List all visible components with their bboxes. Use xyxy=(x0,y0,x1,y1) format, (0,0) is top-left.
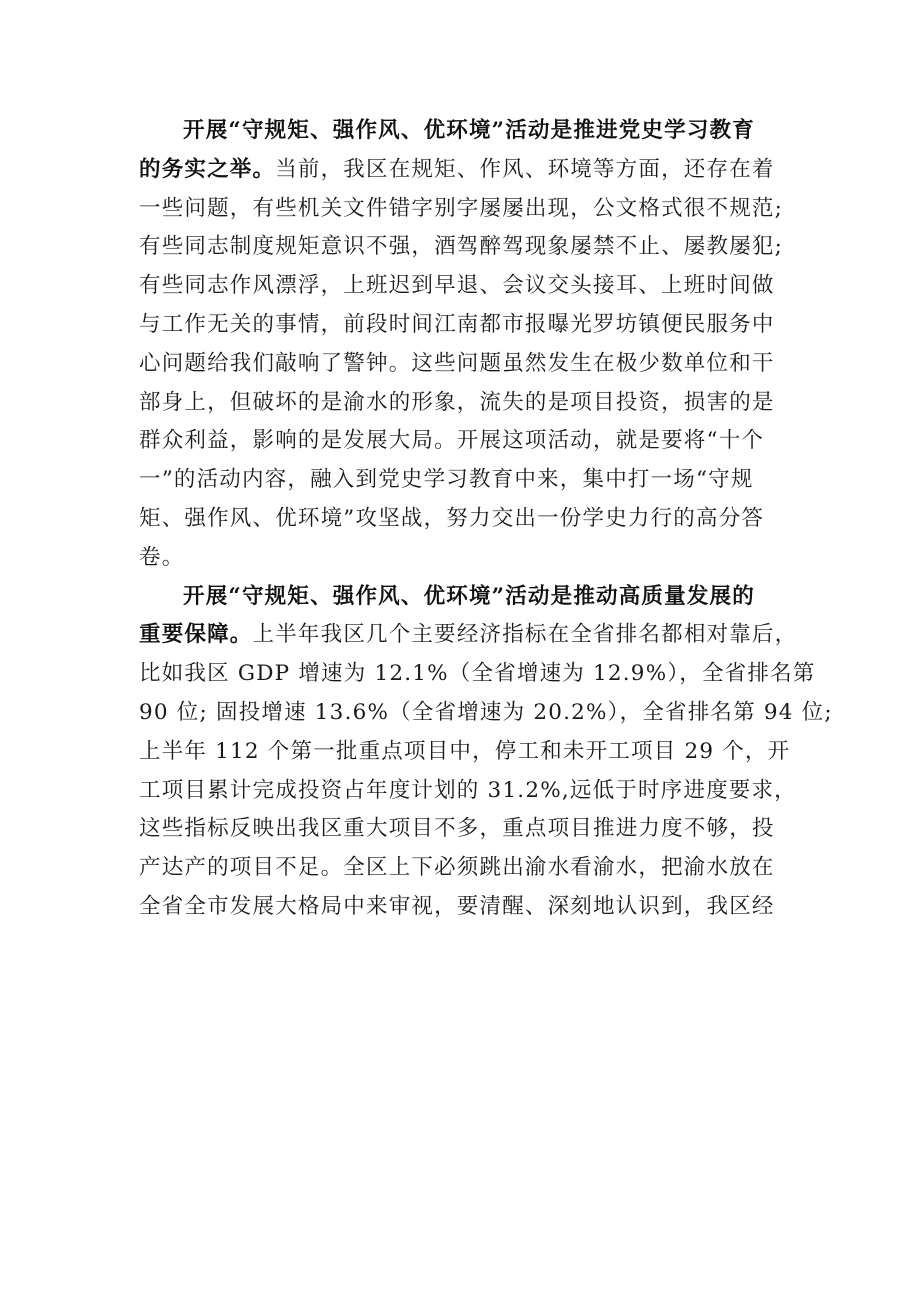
paragraph-line: 卷。 xyxy=(139,544,185,570)
document-body xyxy=(139,112,833,927)
paragraph-lead-line: 开展“守规矩、强作风、优环境”活动是推动高质量发展的 xyxy=(183,583,755,609)
paragraph-line: 上半年 112 个第一批重点项目中，停工和未开工项目 29 个，开 xyxy=(139,738,791,764)
paragraph-line: 这些指标反映出我区重大项目不多，重点项目推进力度不够，投 xyxy=(139,816,775,842)
paragraph-line: 全省全市发展大格局中来审视，要清醒、深刻地认识到，我区经 xyxy=(139,893,775,919)
paragraph-lead-line: 开展“守规矩、强作风、优环境”活动是推进党史学习教育 xyxy=(183,118,755,143)
paragraph-line: 群众利益，影响的是发展大局。开展这项活动，就是要将“十个 xyxy=(139,428,765,454)
paragraph-line: 工项目累计完成投资占年度计划的 31.2%,远低于时序进度要求， xyxy=(139,777,797,803)
paragraph-line-rest: 当前，我区在规矩、作风、环境等方面，还存在着 xyxy=(275,156,775,182)
paragraph-line: 有些同志作风漂浮，上班迟到早退、会议交头接耳、上班时间做 xyxy=(139,273,775,299)
paragraph-line xyxy=(139,151,789,190)
paragraph-line-rest: 上半年我区几个主要经济指标在全省排名都相对靠后， xyxy=(252,622,798,648)
paragraph-line: 一”的活动内容，融入到党史学习教育中来，集中打一场“守规 xyxy=(139,467,754,493)
paragraph-2 xyxy=(139,578,833,927)
paragraph-line: 比如我区 GDP 增速为 12.1%（全省增速为 12.9%），全省排名第 xyxy=(139,661,816,687)
paragraph-lead-end: 重要保障。 xyxy=(139,622,253,648)
paragraph-line: 矩、强作风、优环境”攻坚战，努力交出一份学史力行的高分答 xyxy=(139,505,765,531)
paragraph-line: 有些同志制度规矩意识不强，酒驾醉驾现象屡禁不止、屡教屡犯; xyxy=(139,234,784,260)
paragraph-line: 心问题给我们敲响了警钟。这些问题虽然发生在极少数单位和干 xyxy=(139,350,775,376)
paragraph-line: 产达产的项目不足。全区上下必须跳出渝水看渝水，把渝水放在 xyxy=(139,855,775,881)
paragraph-line: 部身上，但破坏的是渝水的形象，流失的是项目投资，损害的是 xyxy=(139,389,775,415)
paragraph-line xyxy=(139,616,798,655)
paragraph-line: 一些问题，有些机关文件错字别字屡屡出现，公文格式很不规范; xyxy=(139,195,784,221)
paragraph-line: 90 位; 固投增速 13.6%（全省增速为 20.2%），全省排名第 94 位; xyxy=(139,699,833,725)
paragraph-1 xyxy=(139,112,789,578)
paragraph-line: 与工作无关的事情，前段时间江南都市报曝光罗坊镇便民服务中 xyxy=(139,311,775,337)
paragraph-lead-end: 的务实之举。 xyxy=(139,156,276,182)
